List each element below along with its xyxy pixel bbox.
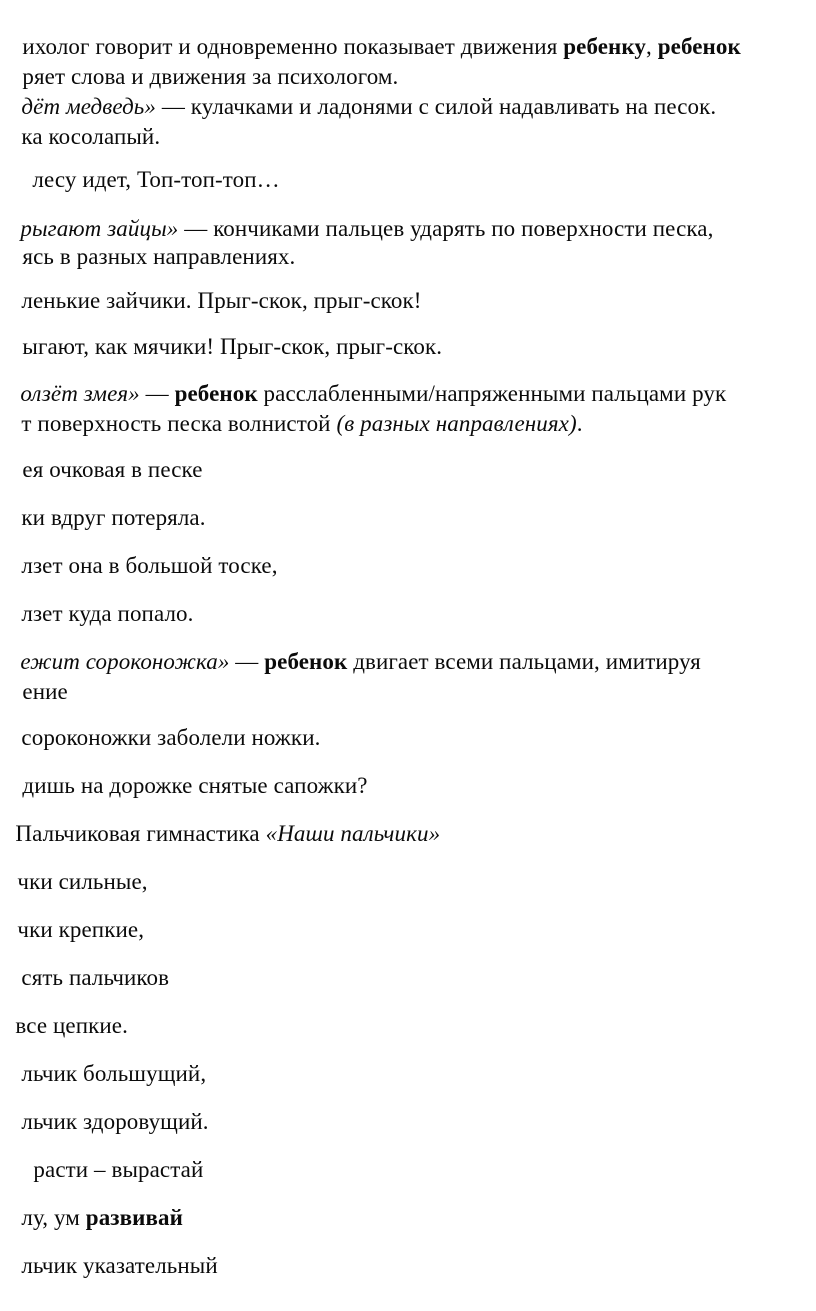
text-segment: льчик здоровущий. (21, 1109, 209, 1134)
text-segment: лесу идет, Топ-топ-топ… (32, 167, 280, 192)
text-segment: ка косолапый. (21, 124, 161, 149)
text-segment-bold: развивай (85, 1205, 183, 1230)
text-segment: ея очковая в песке (22, 457, 203, 482)
text-segment: все цепкие. (15, 1013, 128, 1038)
text-segment: лу, ум (21, 1205, 86, 1230)
text-segment: ение (22, 679, 68, 704)
text-segment: — (229, 649, 265, 674)
text-segment: — кончиками пальцев ударять по поверхности песка, (178, 216, 714, 241)
text-segment: расслабленными/напряженными пальцами рук (257, 381, 727, 406)
text-segment: , (646, 34, 658, 59)
text-segment: льчик указательный (21, 1253, 218, 1278)
text-segment: ихолог говорит и одновременно показывает движения (22, 34, 564, 59)
text-segment: ки вдруг потеряла. (21, 505, 206, 530)
text-segment: чки крепкие, (17, 917, 145, 942)
text-segment: дишь на дорожке снятые сапожки? (22, 773, 368, 798)
text-segment: чки сильные, (17, 869, 148, 894)
text-segment: ясь в разных направлениях. (22, 244, 296, 269)
text-segment: льчик большущий, (21, 1061, 207, 1086)
text-segment-italic: дёт медведь» (21, 94, 156, 119)
text-segment-italic: «Наши пальчики» (265, 821, 441, 846)
text-segment: . (576, 411, 583, 436)
text-segment: т поверхность песка волнистой (21, 411, 337, 436)
text-segment: сороконожки заболели ножки. (21, 725, 321, 750)
text-segment: лзет она в большой тоске, (21, 553, 278, 578)
text-segment-bold: ребенку (563, 34, 647, 59)
text-segment: — кулачками и ладонями с силой надавливать на песок. (155, 94, 717, 119)
text-segment: — (139, 381, 175, 406)
text-segment: ыгают, как мячики! Прыг-скок, прыг-скок. (22, 334, 443, 359)
text-segment-italic: (в разных направлениях) (336, 411, 577, 436)
text-segment: Пальчиковая гимнастика (15, 821, 266, 846)
text-segment: ряет слова и движения за психологом. (22, 64, 399, 89)
text-segment: сять пальчиков (21, 965, 170, 990)
text-line (0, 1221, 218, 1311)
text-segment-bold: ребенок (264, 649, 348, 674)
text-segment-italic: рыгают зайцы» (20, 216, 179, 241)
text-segment: расти – вырастай (33, 1157, 204, 1182)
text-segment: двигает всеми пальцами, имитируя (347, 649, 701, 674)
text-segment-bold: ребенок (174, 381, 258, 406)
text-segment-italic: олзёт змея» (20, 381, 140, 406)
text-segment: ленькие зайчики. Прыг-скок, прыг-скок! (21, 288, 422, 313)
text-segment-italic: ежит сороконожка» (20, 649, 230, 674)
text-segment: лзет куда попало. (21, 601, 194, 626)
text-segment-bold: ребенок (657, 34, 741, 59)
